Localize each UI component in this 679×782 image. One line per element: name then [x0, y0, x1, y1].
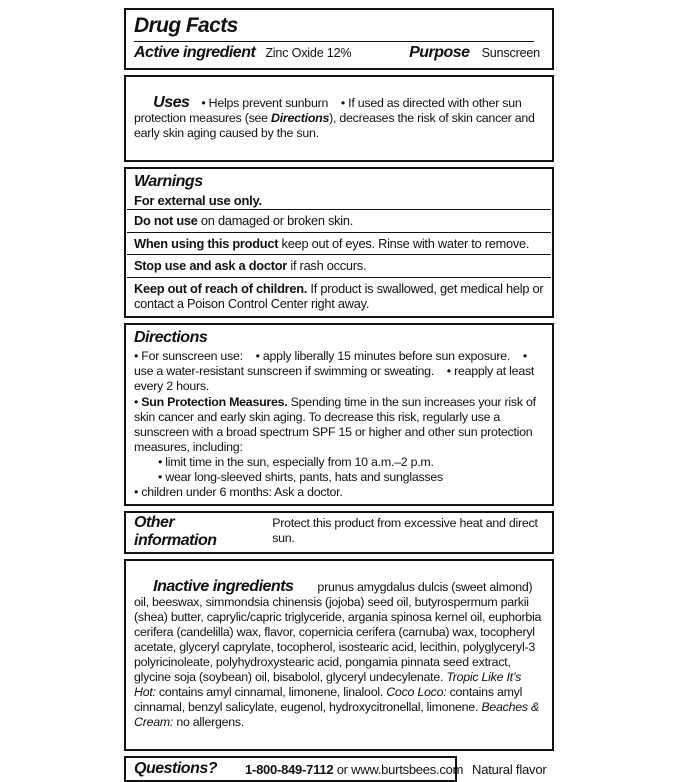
- section-other-information: [124, 511, 554, 554]
- warning-text: Stop use and ask a doctor if rash occurs.: [134, 258, 367, 273]
- warning-text: Do not use on damaged or broken skin.: [134, 213, 354, 228]
- uses-body: • Helps prevent sunburn • If used as directed with other sun protection measures (see Directions), decreases the risk of skin cancer and early skin aging caused by the sun.: [134, 96, 538, 140]
- section-uses: [124, 75, 554, 162]
- directions-sub-bullet-clothing: • wear long-sleeved shirts, pants, hats and sunglasses: [158, 470, 443, 484]
- inactive-ingredients-heading: Inactive ingredients: [153, 578, 294, 595]
- drug-facts-label: [124, 8, 554, 782]
- title-divider: [134, 41, 534, 42]
- warning-row-stop-use: [127, 254, 551, 277]
- inactive-ingredients-list: prunus amygdalus dulcis (sweet almond) oil, beeswax, simmondsia chinensis (jojoba) seed oil, butyrospermum parkii (shea) butter, caprylic/capric triglyceride, argania spinosa kernel oil, euphorbia cerifera (candelilla) wax, flavor, copernicia cerifera (carnuba) wax, tocopheryl acetate, glyceryl caprylate, tocopherol, isostearic acid, lecithin, polyglyceryl-3 polyricinoleate, polyhydroxystearic acid, pongamia pinnata seed extract, glycine soja (soybean) oil, bisabolol, glyceryl undecylenate. Tropic Like It’s Hot: contains amyl cinnamal, limonene, linalool. Coco Loco: contains amyl cinnamal, benzyl salicylate, eugenol, hydroxycitronellal, limonene. Beaches & Cream: no allergens.: [134, 580, 545, 729]
- natural-flavor-note: Natural flavor: [472, 761, 547, 777]
- drug-facts-title: Drug Facts: [134, 14, 238, 37]
- footer-row: [124, 756, 554, 782]
- section-inactive-ingredients: [124, 559, 554, 751]
- directions-paragraph-2: • Sun Protection Measures. Spending time in the sun increases your risk of skin cancer and early skin aging. To decrease this risk, regularly use a sunscreen with a broad spectrum SPF 15 or higher and other sun protection measures, including:: [134, 395, 539, 454]
- active-ingredient-label: Active ingredient: [134, 44, 256, 61]
- section-questions: [124, 756, 464, 782]
- questions-website: or www.burtsbees.com: [333, 761, 464, 777]
- other-information-text: Protect this product from excessive heat and direct sun.: [272, 516, 541, 545]
- warning-row-keep-out-of-reach: [127, 277, 551, 315]
- warnings-external-use-line: For external use only.: [134, 193, 262, 208]
- warning-row-when-using: [127, 232, 551, 255]
- purpose-label: Purpose: [409, 44, 470, 61]
- directions-heading: Directions: [134, 329, 208, 346]
- directions-bullet-children: • children under 6 months: Ask a doctor.: [134, 485, 343, 499]
- active-ingredient-value: Zinc Oxide 12%: [265, 46, 352, 60]
- section-directions: [124, 323, 554, 506]
- inactive-ingredients-paragraph: [134, 564, 544, 745]
- warnings-heading: Warnings: [134, 173, 203, 190]
- directions-paragraph-1: • For sunscreen use: • apply liberally 15 minutes before sun exposure. • use a water-resistant sunscreen if swimming or sweating. • reapply at least every 2 hours.: [134, 349, 538, 393]
- section-warnings: [124, 167, 554, 318]
- active-ingredient-row: [134, 44, 544, 62]
- questions-contact: [245, 762, 463, 777]
- uses-paragraph: [134, 80, 544, 156]
- section-drug-facts-header: [124, 8, 554, 70]
- warning-row-do-not-use: [127, 209, 551, 232]
- uses-heading: Uses: [153, 94, 190, 111]
- questions-heading: Questions?: [134, 760, 218, 777]
- directions-sub-bullet-limit-time: • limit time in the sun, especially from 10 a.m.–2 p.m.: [158, 455, 434, 469]
- warning-text: Keep out of reach of children. If product is swallowed, get medical help or contact a Poison Control Center right away.: [134, 280, 547, 311]
- purpose-value: Sunscreen: [481, 46, 540, 60]
- warning-text: When using this product keep out of eyes. Rinse with water to remove.: [134, 235, 530, 251]
- questions-phone-number: 1-800-849-7112: [245, 761, 334, 777]
- other-information-heading: Other information: [134, 514, 217, 549]
